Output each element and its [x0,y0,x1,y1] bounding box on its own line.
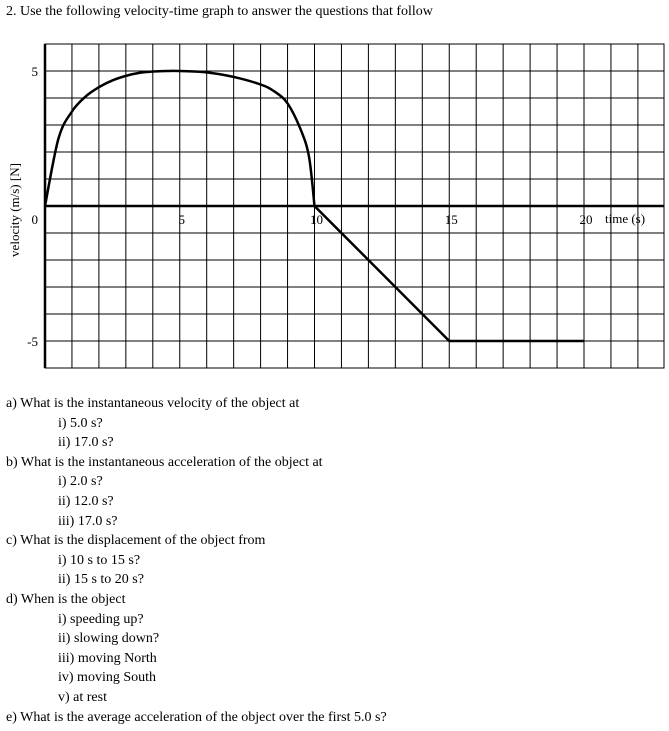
x-tick-label: 15 [444,212,458,227]
sub-question: iii) 17.0 s? [58,513,118,529]
question-text: c) What is the displacement of the object from [6,533,266,549]
sub-question: i) 10 s to 15 s? [58,552,141,568]
sub-question: ii) 15 s to 20 s? [58,572,144,588]
x-tick-label: 20 [579,212,593,227]
question-text: e) What is the average acceleration of the object over the first 5.0 s? [6,709,387,725]
sub-question: ii) 17.0 s? [58,435,114,451]
y-tick-label: 0 [31,212,38,227]
sub-question: v) at rest [58,689,107,705]
y-tick-label: 5 [31,64,38,79]
question-title: 2. Use the following velocity-time graph to answer the questions that follow [6,4,433,19]
y-axis-label: velocity (m/s) [N] [7,163,22,257]
x-axis-label: time (s) [605,211,646,226]
question-text: a) What is the instantaneous velocity of the object at [6,396,300,411]
question-text: b) What is the instantaneous acceleration of the object at [6,454,323,470]
sub-question: i) 2.0 s? [58,474,103,490]
question-text: d) When is the object [6,591,126,607]
sub-question: iv) moving South [58,670,157,686]
sub-question: iii) moving North [58,650,157,666]
x-tick-label: 10 [310,212,323,227]
y-tick-label: -5 [27,334,38,349]
questions-list [6,394,387,727]
x-tick-label: 5 [178,212,185,227]
sub-question: ii) 12.0 s? [58,493,114,509]
sub-question: i) 5.0 s? [58,415,103,431]
sub-question: i) speeding up? [58,611,144,627]
sub-question: ii) slowing down? [58,631,160,647]
